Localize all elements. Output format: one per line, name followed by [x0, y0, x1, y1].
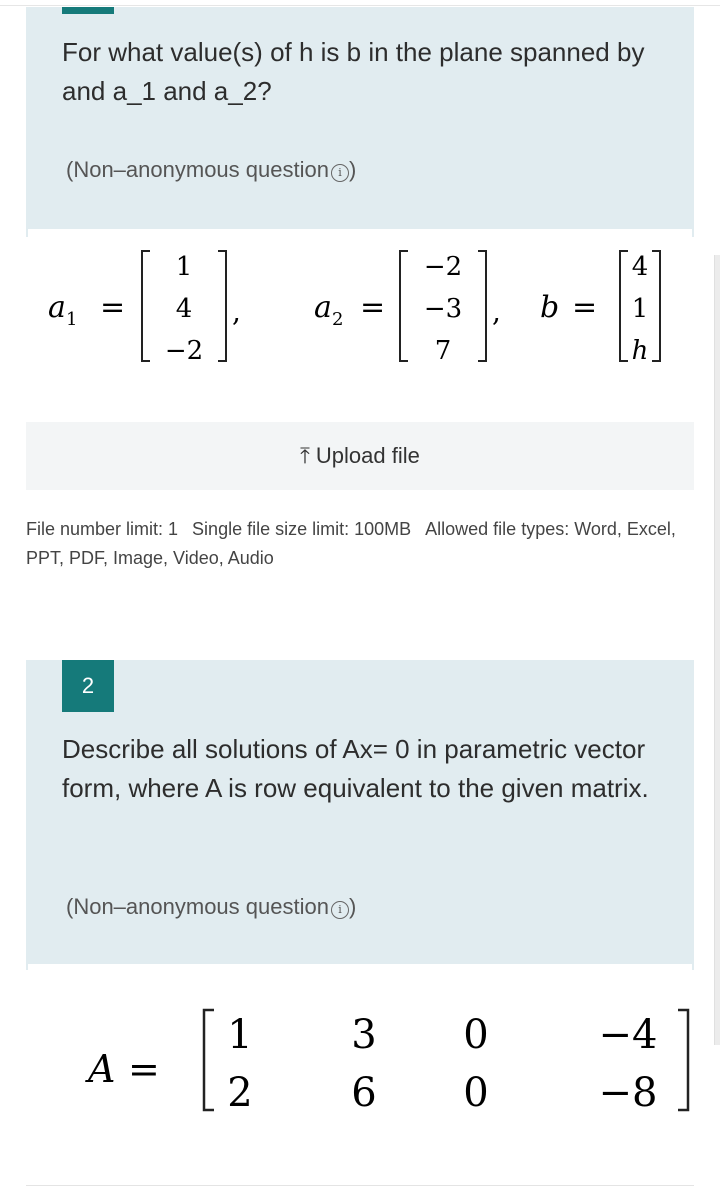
a2-comma: ,: [492, 295, 501, 328]
a1-bracket-right: [218, 251, 226, 361]
a1-bracket-left: [142, 251, 150, 361]
matrix-equation: [28, 964, 692, 1130]
matrix-r1c3: 0: [463, 1012, 489, 1058]
anonymity-close: ): [348, 157, 357, 182]
matrix-r2c3: 0: [463, 1070, 489, 1116]
vector-equations: [28, 229, 692, 369]
upload-file-label: Upload file: [315, 443, 420, 468]
file-size-limit: Single file size limit: 100MB: [192, 519, 412, 539]
a2-entry-2: −3: [423, 294, 463, 324]
question-2-math-image: [28, 964, 692, 1130]
upload-limits: [26, 515, 694, 573]
matrix-r2c4: −8: [598, 1070, 658, 1116]
upload-file-button[interactable]: [26, 422, 694, 490]
question-2-anonymity: [66, 894, 356, 920]
question-1-number-badge: [62, 7, 114, 14]
top-divider: [0, 5, 720, 6]
info-icon[interactable]: i: [331, 901, 349, 919]
question-2-number-badge: 2: [62, 660, 114, 712]
a2-bracket-right: [478, 251, 486, 361]
allowed-file-types: Allowed file types: Word, Excel, PPT, PDF, Image, Video, Audio: [26, 519, 676, 568]
matrix-r1c4: −4: [598, 1012, 658, 1058]
a2-label: a: [314, 290, 332, 325]
a2-subscript: 2: [332, 309, 344, 330]
bottom-divider: [26, 1185, 694, 1186]
anonymity-close: ): [348, 894, 357, 919]
question-2-text: Describe all solutions of Ax= 0 in parametric vector form, where A is row equivalent to the given matrix.: [62, 734, 649, 803]
file-number-limit: File number limit: 1: [26, 519, 179, 539]
matrix-bracket-right: [678, 1010, 688, 1110]
matrix-label: A: [88, 1047, 116, 1091]
question-2-card: [26, 660, 694, 970]
question-1-text: For what value(s) of h is b in the plane spanned by and a_1 and a_2?: [62, 37, 645, 106]
info-icon[interactable]: i: [331, 164, 349, 182]
upload-arrow-icon: ⤒: [300, 443, 310, 469]
a1-comma: ,: [232, 295, 241, 328]
a2-entry-3: 7: [434, 336, 452, 366]
question-1-card: [26, 7, 694, 237]
a2-equals: =: [360, 290, 386, 325]
question-1-math-image: [28, 229, 692, 369]
scrollbar-track[interactable]: [714, 255, 720, 1045]
a2-bracket-left: [400, 251, 408, 361]
b-bracket-left: [620, 251, 628, 361]
matrix-equals: =: [128, 1047, 160, 1091]
matrix-bracket-left: [204, 1010, 214, 1110]
b-entry-2: 1: [631, 294, 649, 324]
a1-entry-3: −2: [164, 336, 204, 366]
a2-entry-1: −2: [423, 252, 463, 282]
b-equals: =: [572, 290, 598, 325]
matrix-r1c2: 3: [351, 1012, 377, 1058]
a1-entry-2: 4: [175, 294, 193, 324]
a1-entry-1: 1: [175, 252, 193, 282]
anonymity-label: (Non–anonymous question: [66, 894, 329, 919]
question-1-anonymity: [66, 157, 356, 183]
matrix-r1c1: 1: [227, 1012, 253, 1058]
b-bracket-right: [652, 251, 660, 361]
matrix-r2c1: 2: [227, 1070, 253, 1116]
anonymity-label: (Non–anonymous question: [66, 157, 329, 182]
b-entry-1: 4: [631, 252, 649, 282]
a1-subscript: 1: [66, 309, 78, 330]
a1-equals: =: [100, 290, 126, 325]
b-entry-3: h: [631, 336, 649, 366]
a1-label: a: [48, 290, 66, 325]
matrix-r2c2: 6: [351, 1070, 377, 1116]
b-label: b: [540, 290, 560, 325]
